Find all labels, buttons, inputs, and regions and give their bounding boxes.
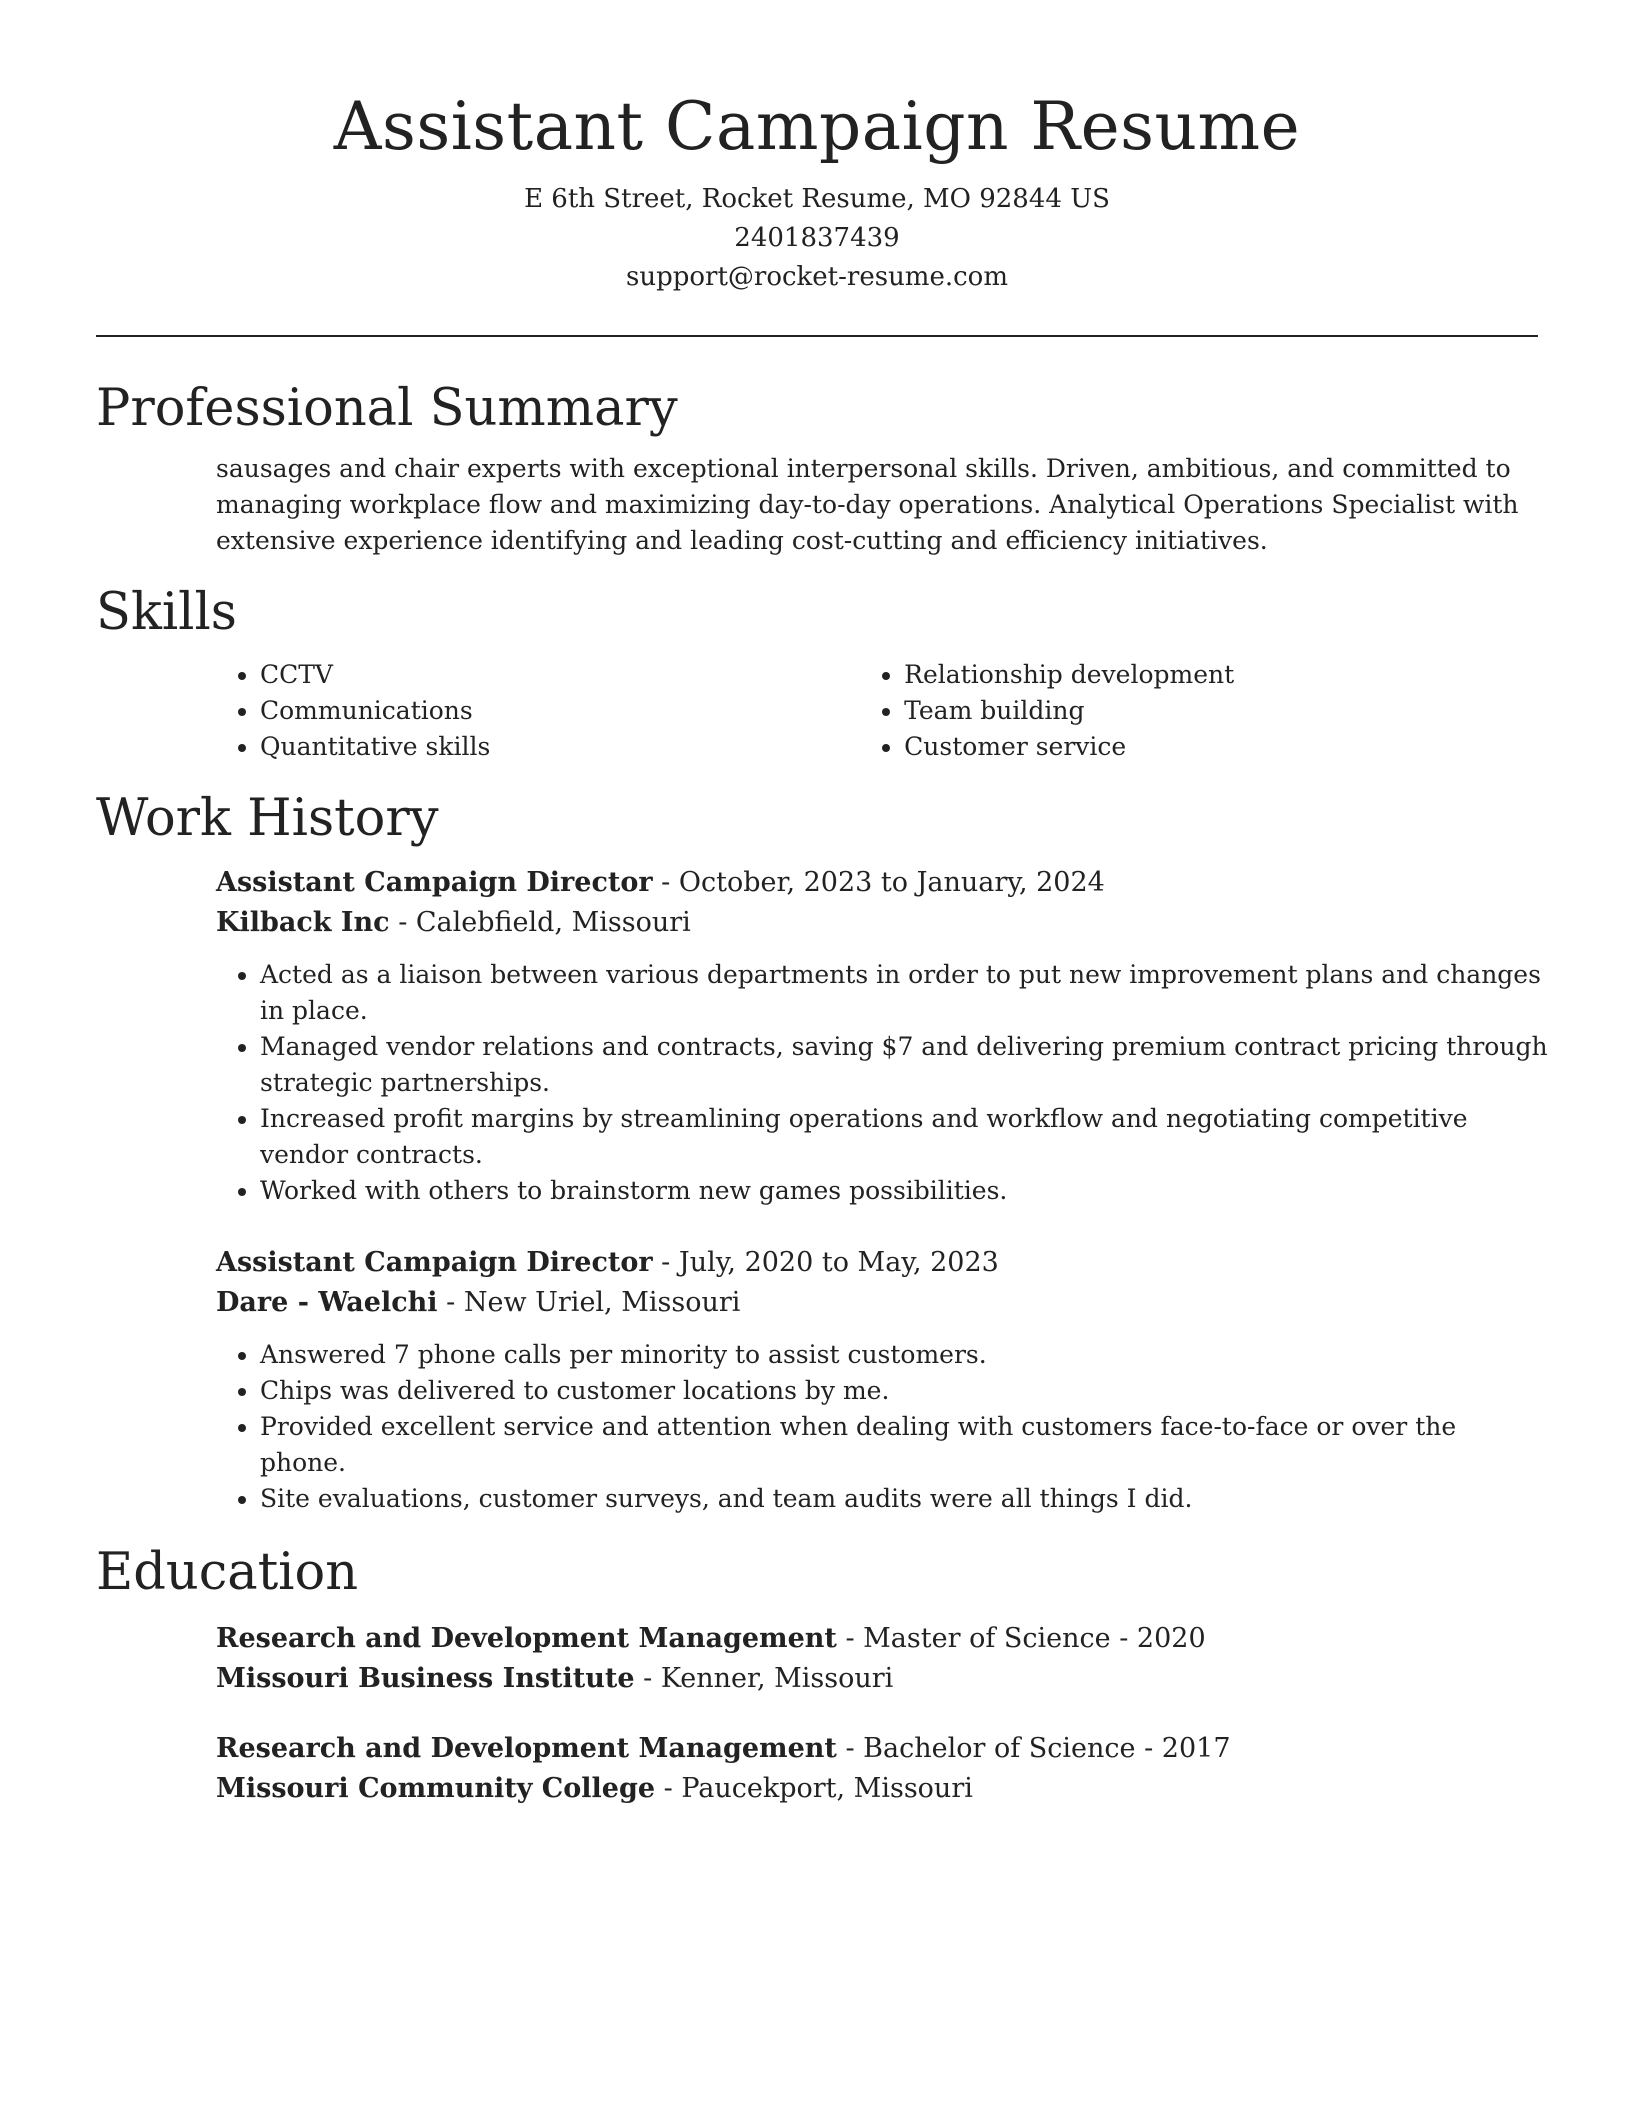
job-bullet: • Worked with others to brainstorm new games possibilities.: [260, 1173, 1550, 1209]
job-bullet: • Acted as a liaison between various departments in order to put new improvement plans and changes in place.: [260, 957, 1550, 1029]
school-line: [216, 1769, 1538, 1809]
job-bullet: • Chips was delivered to customer locations by me.: [260, 1373, 1550, 1409]
field-of-study: Research and Development Management: [216, 1733, 837, 1764]
education-heading: Education: [96, 1543, 359, 1602]
company-name: Dare - Waelchi: [216, 1287, 438, 1318]
job-bullets: [216, 957, 1550, 1209]
job-bullet: • Site evaluations, customer surveys, and team audits were all things I did.: [260, 1481, 1550, 1517]
job-bullets: [216, 1337, 1550, 1517]
job-bullet: • Provided excellent service and attention when dealing with customers face-to-face or over the phone.: [260, 1409, 1550, 1481]
job-title-line: [216, 863, 1538, 903]
skill-item: • Communications: [260, 693, 860, 729]
summary-text: sausages and chair experts with exceptional interpersonal skills. Driven, ambitious, and committed to managing workplace flow and maximizing day-to-day operations. Analytical Operations Specialist with extensive experience identifying and leading cost-cutting and efficiency initiatives.: [216, 454, 1519, 555]
job-title: Assistant Campaign Director: [216, 867, 653, 898]
job-bullet: • Increased profit margins by streamlining operations and workflow and negotiating competitive vendor contracts.: [260, 1101, 1550, 1173]
skills-column-left: [216, 657, 860, 765]
skills-list: [216, 657, 1538, 765]
school-location: - Paucekport, Missouri: [655, 1773, 973, 1804]
education-entry: [216, 1619, 1538, 1699]
company-location: - New Uriel, Missouri: [437, 1287, 741, 1318]
contact-address: E 6th Street, Rocket Resume, MO 92844 US: [524, 184, 1110, 214]
field-of-study: Research and Development Management: [216, 1623, 837, 1654]
school-name: Missouri Business Institute: [216, 1663, 635, 1694]
job-dates: - October, 2023 to January, 2024: [652, 867, 1105, 898]
degree-line: [216, 1729, 1538, 1769]
company-line: [216, 903, 1538, 943]
school-line: [216, 1659, 1538, 1699]
skill-item: • Team building: [904, 693, 1538, 729]
skill-item: • Quantitative skills: [260, 729, 860, 765]
skill-item: • CCTV: [260, 657, 860, 693]
contact-email: support@rocket-resume.com: [625, 262, 1008, 292]
resume-header: [96, 0, 1538, 297]
skills-heading: Skills: [96, 583, 237, 642]
degree-info: - Bachelor of Science - 2017: [836, 1733, 1231, 1764]
school-location: - Kenner, Missouri: [634, 1663, 894, 1694]
contact-phone: 2401837439: [734, 223, 900, 253]
resume-page: [96, 0, 1548, 1809]
job-title-line: [216, 1243, 1538, 1283]
work-entry: [216, 863, 1548, 1209]
company-name: Kilback Inc: [216, 907, 390, 938]
education-entry: [216, 1729, 1538, 1809]
work-history-heading: Work History: [96, 789, 439, 848]
skill-item: • Customer service: [904, 729, 1538, 765]
resume-name: Assistant Campaign Resume: [333, 88, 1301, 165]
job-title: Assistant Campaign Director: [216, 1247, 653, 1278]
work-entry: [216, 1243, 1538, 1517]
skill-item: • Relationship development: [904, 657, 1538, 693]
job-bullet: • Answered 7 phone calls per minority to assist customers.: [260, 1337, 1550, 1373]
header-divider: [96, 335, 1538, 337]
job-bullet: • Managed vendor relations and contracts, saving $7 and delivering premium contract pricing through strategic partnerships.: [260, 1029, 1550, 1101]
summary-heading: Professional Summary: [96, 379, 678, 438]
degree-line: [216, 1619, 1538, 1659]
skills-column-right: [860, 657, 1538, 765]
degree-info: - Master of Science - 2020: [836, 1623, 1206, 1654]
company-location: - Calebfield, Missouri: [389, 907, 691, 938]
job-dates: - July, 2020 to May, 2023: [652, 1247, 999, 1278]
school-name: Missouri Community College: [216, 1773, 656, 1804]
company-line: [216, 1283, 1538, 1323]
